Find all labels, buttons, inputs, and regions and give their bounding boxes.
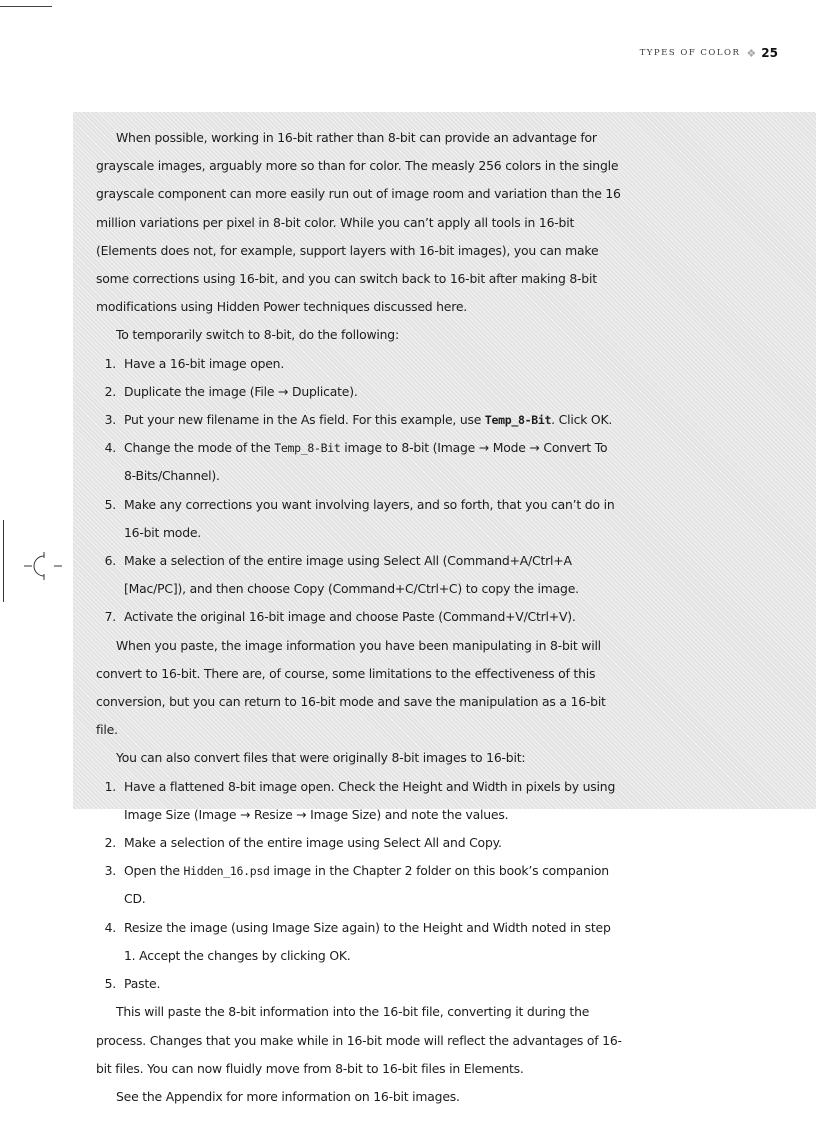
step-number: 1.	[104, 355, 116, 371]
step-text	[124, 857, 622, 913]
step-number: 2.	[104, 835, 116, 851]
list-item	[96, 829, 622, 857]
step-text: Have a 16-bit image open.	[124, 355, 285, 371]
step-text: Activate the original 16-bit image and choose Paste (Command+V/Ctrl+V).	[124, 609, 576, 625]
list-item	[96, 406, 622, 434]
crop-mark-top	[0, 6, 52, 7]
step-text-after: . Click OK.	[551, 412, 613, 428]
step-number: 4.	[104, 440, 116, 456]
running-head	[640, 46, 778, 60]
step-number: 3.	[104, 863, 116, 879]
step-text-after: image in the Chapter 2 folder on this book’s companion CD.	[124, 863, 609, 907]
step-number: 6.	[104, 553, 116, 569]
step-text-before: Change the mode of the	[124, 440, 275, 456]
middle-lead-in: You can also convert files that were originally 8-bit images to 16-bit:	[116, 750, 526, 766]
step-text: Resize the image (using Image Size again) to the Height and Width noted in step 1. Accept the changes by clicking OK.	[124, 919, 611, 963]
step-text-after: image to 8-bit (Image → Mode → Convert To 8-Bits/Channel).	[124, 440, 608, 484]
list-item	[96, 914, 622, 970]
step-text: Have a flattened 8-bit image open. Check the Height and Width in pixels by using Image Size (Image → Resize → Image Size) and note the values.	[124, 778, 616, 822]
step-number: 1.	[104, 778, 116, 794]
list-item	[96, 434, 622, 490]
step-number: 5.	[104, 496, 116, 512]
list-item	[96, 378, 622, 406]
filename-code: Temp_8-Bit	[484, 413, 552, 428]
registration-mark-icon	[24, 550, 64, 582]
running-head-separator-icon: ❖	[746, 46, 757, 60]
step-text	[124, 406, 622, 434]
closing-paragraph: This will paste the 8-bit information into the 16-bit file, converting it during the process. Changes that you make while in 16-bit mode will reflect the advantages of 16-bit files. You can now fluidly move from 8-bit to 16-bit files in Elements.	[96, 1004, 622, 1076]
step-text-before: Put your new filename in the As field. For this example, use	[124, 412, 485, 428]
step-number: 5.	[104, 976, 116, 992]
list-item	[96, 350, 622, 378]
list-item	[96, 970, 622, 998]
list-item	[96, 547, 622, 603]
sidebar-content	[96, 124, 622, 1111]
step-number: 2.	[104, 383, 116, 399]
step-text	[124, 434, 622, 490]
intro-paragraph: When possible, working in 16-bit rather than 8-bit can provide an advantage for grayscale images, arguably more so than for color. The measly 256 colors in the single grayscale component can more easily run out of image room and variation than the 16 million variations per pixel in 8-bit color. While you can’t apply all tools in 16-bit (Elements does not, for example, support layers with 16-bit images), you can make some corrections using 16-bit, and you can switch back to 16-bit after making 8-bit modifications using Hidden Power techniques discussed here.	[96, 130, 621, 315]
step-number: 4.	[104, 919, 116, 935]
step-text: Paste.	[124, 976, 161, 992]
steps-to-8bit-list	[96, 350, 622, 632]
step-text: Make any corrections you want involving layers, and so forth, that you can’t do in 16-bit mode.	[124, 496, 615, 540]
list-item	[96, 603, 622, 631]
step-text: Make a selection of the entire image using Select All and Copy.	[124, 835, 502, 851]
filename-code: Hidden_16.psd	[183, 864, 270, 879]
step-text: Duplicate the image (File → Duplicate).	[124, 383, 358, 399]
list-item	[96, 857, 622, 913]
intro-lead-in: To temporarily switch to 8-bit, do the following:	[116, 327, 399, 343]
list-item	[96, 491, 622, 547]
middle-paragraph: When you paste, the image information you have been manipulating in 8-bit will convert to 16-bit. There are, of course, some limitations to the effectiveness of this conversion, but you can return to 16-bit mode and save the manipulation as a 16-bit file.	[96, 637, 606, 738]
running-head-section: TYPES OF COLOR	[639, 48, 741, 58]
page-number: 25	[761, 46, 778, 60]
steps-to-16bit-list	[96, 773, 622, 999]
crop-mark-left	[3, 520, 4, 602]
list-item	[96, 773, 622, 829]
filename-code: Temp_8-Bit	[274, 441, 341, 456]
step-number: 7.	[104, 609, 116, 625]
closing-final-line: See the Appendix for more information on 16-bit images.	[116, 1088, 460, 1104]
step-text-before: Open the	[124, 863, 184, 879]
step-text: Make a selection of the entire image using Select All (Command+A/Ctrl+A [Mac/PC]), and then choose Copy (Command+C/Ctrl+C) to copy the image.	[124, 553, 579, 597]
step-number: 3.	[104, 412, 116, 428]
